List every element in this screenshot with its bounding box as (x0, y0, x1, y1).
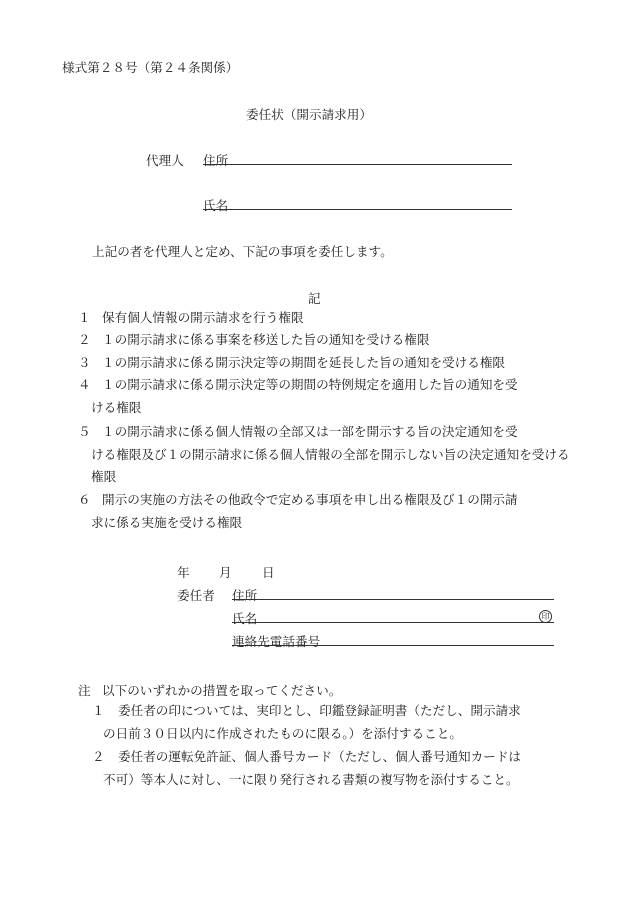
item-continuation: ける権限 (91, 399, 142, 415)
principal-name-label: 氏名 (232, 611, 258, 626)
agent-address-line[interactable] (203, 164, 512, 165)
document-title: 委任状（開示請求用） (246, 107, 372, 122)
agent-label: 代理人 (146, 153, 184, 168)
principal-phone-line[interactable] (232, 645, 554, 646)
note-item-continuation: の日前３０日以内に作成されたものに限る。）を添付すること。 (103, 726, 462, 741)
agent-name-line[interactable] (203, 209, 512, 210)
delegation-statement: 上記の者を代理人と定め、下記の事項を委任します。 (92, 244, 393, 259)
date-month: 月 (219, 565, 232, 580)
note-item (92, 699, 577, 745)
list-item (78, 374, 573, 419)
note-item-number: ２ (92, 749, 105, 764)
item-text: １の開示請求に係る個人情報の全部又は一部を開示する旨の決定通知を受 (102, 424, 518, 439)
date-year: 年 (177, 565, 190, 580)
ki-heading: 記 (308, 291, 321, 306)
item-number: １ (78, 310, 91, 325)
list-item (78, 307, 573, 330)
principal-address-line[interactable] (232, 599, 554, 600)
agent-address-label: 住所 (203, 153, 229, 168)
list-item (78, 421, 573, 489)
item-text: 開示の実施の方法その他政令で定める事項を申し出る権限及び１の開示請 (102, 492, 518, 507)
form-number: 様式第２８号（第２４条関係） (62, 60, 239, 75)
item-text: １の開示請求に係る事案を移送した旨の通知を受ける権限 (102, 332, 430, 347)
seal-mark: 印 (539, 610, 552, 623)
note-item-text: 委任者の運転免許証、個人番号カード（ただし、個人番号通知カードは (118, 749, 521, 764)
date-day: 日 (262, 565, 275, 580)
agent-name-label: 氏名 (203, 198, 229, 213)
note-item-text: 委任者の印については、実印とし、印鑑登録証明書（ただし、開示請求 (118, 703, 521, 718)
note-item (92, 745, 577, 791)
item-number: ６ (78, 492, 91, 507)
note-intro: 以下のいずれかの措置を取ってください。 (102, 683, 342, 698)
principal-address-label: 住所 (232, 588, 258, 603)
note-item-continuation: 不可）等本人に対し、一に限り発行される書類の複写物を添付すること。 (103, 772, 519, 787)
principal-phone-label: 連絡先電話番号 (232, 634, 321, 649)
item-number: ５ (78, 424, 91, 439)
item-text: 保有個人情報の開示請求を行う権限 (102, 310, 304, 325)
item-continuation: ける権限及び１の開示請求に係る個人情報の全部を開示しない旨の決定通知を受ける権限 (91, 446, 570, 484)
item-number: ２ (78, 332, 91, 347)
list-item (78, 329, 573, 352)
note-label: 注 (78, 683, 91, 698)
item-continuation: 求に係る実施を受ける権限 (91, 514, 243, 530)
principal-name-line[interactable] (232, 622, 554, 623)
item-number: ４ (78, 377, 91, 392)
item-text: １の開示請求に係る開示決定等の期間を延長した旨の通知を受ける権限 (102, 355, 505, 370)
list-item (78, 489, 573, 534)
list-item (78, 352, 573, 375)
item-text: １の開示請求に係る開示決定等の期間の特例規定を適用した旨の通知を受 (102, 377, 518, 392)
item-number: ３ (78, 355, 91, 370)
note-item-number: １ (92, 703, 105, 718)
principal-label: 委任者 (177, 588, 215, 603)
